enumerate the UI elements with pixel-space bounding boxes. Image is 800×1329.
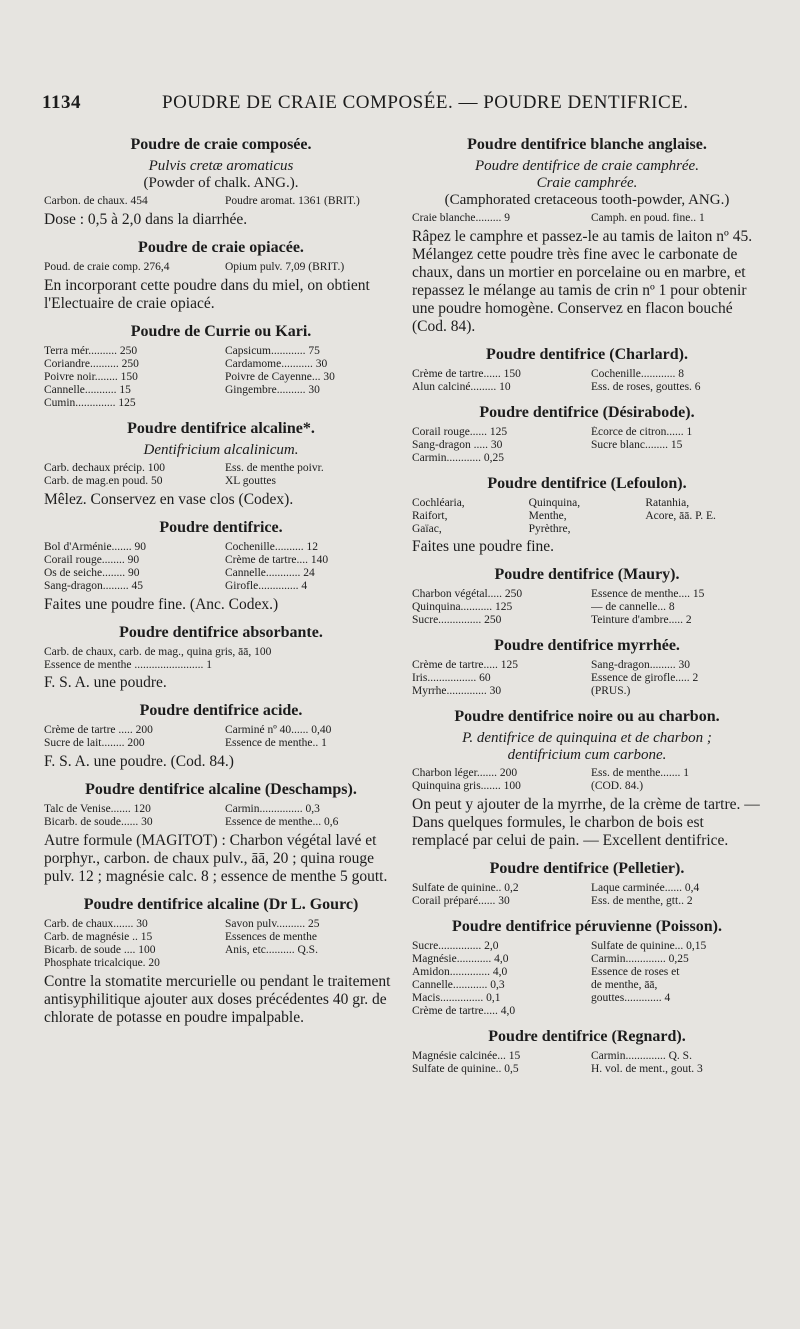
recipe-title: Poudre de craie opiacée. [138,239,304,256]
body-text: F. S. A. une poudre. (Cod. 84.) [44,753,234,770]
ingredient: Crème de tartre.... 140 [225,554,329,566]
body-text: On peut y ajouter de la myrrhe, de la crème de tartre. — Dans quelques formules, le charbon de bois est remplacé par celui de pain. — Excellent dentifrice. [412,796,760,849]
running-title: POUDRE DE CRAIE COMPOSÉE. — POUDRE DENTIFRICE. [162,92,689,113]
ingredient: Sucre de lait........ 200 [44,737,145,749]
ingredient: Opium pulv. 7,09 (BRIT.) [225,261,345,273]
english-name: (Camphorated cretaceous tooth-powder, ANG.) [444,192,730,208]
recipe-title: Poudre dentifrice (Maury). [494,566,680,583]
ingredient [645,523,762,536]
ingredient: Essence de roses et [591,966,680,978]
body-text: Faites une poudre fine. [412,538,555,555]
ingredient: Crème de tartre ..... 200 [44,724,153,736]
recipe-section [412,136,762,336]
ingredient: Laque carminée...... 0,4 [591,882,700,894]
ingredient: Cumin.............. 125 [44,397,136,409]
ingredient [591,452,762,465]
ingredient: Savon pulv.......... 25 [225,918,320,930]
ingredients-grid [412,368,762,394]
ingredient: Carmin.............. Q. S. [591,1050,692,1062]
ingredient: Myrrhe.............. 30 [412,685,502,697]
ingredient: H. vol. de ment., gout. 3 [591,1063,703,1075]
recipe-section [412,475,762,556]
ingredient: Gingembre.......... 30 [225,384,320,396]
recipe-section [44,896,398,1027]
ingredients-grid [44,918,398,970]
ingredient: Charbon végétal..... 250 [412,588,523,600]
ingredient: Cochenille............ 8 [591,368,684,380]
ingredients-grid [412,659,762,698]
recipe-section [412,566,762,627]
body-text: Mêlez. Conservez en vase clos (Codex). [44,491,294,508]
ingredients-grid [44,462,398,488]
ingredient-line: Carb. de chaux, carb. de mag., quina gris, āā, 100 [44,646,272,658]
ingredient [225,957,398,970]
ingredients-grid [412,588,762,627]
recipe-section [44,624,398,692]
recipe-title: Poudre dentifrice myrrhée. [494,637,680,654]
ingredient: Talc de Venise....... 120 [44,803,151,815]
ingredient [225,397,398,410]
recipe-title: Poudre de Currie ou Kari. [130,323,312,340]
recipe-section [412,404,762,465]
latin-name-2: Craie camphrée. [536,175,638,191]
ingredient: Sang-dragon......... 45 [44,580,144,592]
recipe-section [44,519,398,614]
ingredient: Carmin............ 0,25 [412,452,504,464]
recipe-section [412,346,762,394]
ingredients-grid [44,541,398,593]
ingredient: Bol d'Arménie....... 90 [44,541,147,553]
ingredient: Essence de girofle..... 2 [591,672,699,684]
ingredient-line: Essence de menthe ........................ 1 [44,659,212,671]
ingredient: Magnésie............ 4,0 [412,953,509,965]
latin-name-2: dentifricium cum carbone. [507,747,667,763]
latin-name: P. dentifrice de quinquina et de charbon ; [462,730,712,746]
body-text: Contre la stomatite mercurielle ou pendant le traitement antisyphilitique ajouter aux doses précédentes 40 gr. de chlorate de potasse en poudre impalpable. [44,973,391,1026]
ingredient: (PRUS.) [591,685,631,697]
ingredient: Menthe, [528,510,567,522]
recipe-section [44,781,398,886]
ingredient: Ess. de menthe poivr. [225,462,324,474]
ingredient: Carb. dechaux précip. 100 [44,462,166,474]
ingredient: Poivre de Cayenne... 30 [225,371,335,383]
recipe-title: Poudre dentifrice alcaline*. [127,420,315,437]
ingredient: — de cannelle... 8 [591,601,675,613]
page-number: 1134 [42,92,81,113]
ingredient: Teinture d'ambre..... 2 [591,614,692,626]
body-text: Faites une poudre fine. (Anc. Codex.) [44,596,279,613]
ingredient: Camph. en poud. fine.. 1 [591,212,705,224]
ingredients-grid [44,724,398,750]
recipe-title: Poudre dentifrice absorbante. [119,624,323,641]
ingredient: Crème de tartre..... 4,0 [412,1005,516,1017]
ingredients-grid [412,767,762,793]
ingredient: Sucre............... 250 [412,614,502,626]
ingredient: Anis, etc.......... Q.S. [225,944,318,956]
ingredient: Écorce de citron...... 1 [591,426,693,438]
recipe-section [412,918,762,1018]
ingredient: Essences de menthe [225,931,317,943]
english-name: (Powder of chalk. ANG.). [143,175,299,191]
right-column [412,126,762,1082]
ingredient: Crème de tartre...... 150 [412,368,521,380]
recipe-title: Poudre de craie composée. [130,136,312,153]
ingredient: Bicarb. de soude .... 100 [44,944,156,956]
ingredient: Carmin............... 0,3 [225,803,320,815]
ingredient: Coriandre.......... 250 [44,358,139,370]
ingredient: Ess. de roses, gouttes. 6 [591,381,701,393]
ingredient: de menthe, āā, [591,979,658,991]
recipe-title: Poudre dentifrice noire ou au charbon. [454,708,720,725]
recipe-section [44,702,398,771]
ingredient: Carb. de mag.en poud. 50 [44,475,163,487]
body-text: Râpez le camphre et passez-le au tamis de laiton nº 45. Mélangez cette poudre très fine avec le carbonate de chaux, dans un mortier en porcelaine ou en marbre, et repassez le mélange au tamis de crin nº 1 pour obtenir une poudre homogène. Conservez en flacon bouché (Cod. 84). [412,228,753,335]
ingredient [591,1005,762,1018]
recipe-title: Poudre dentifrice (Désirabode). [479,404,695,421]
latin-name: Poudre dentifrice de craie camphrée. [475,158,699,174]
ingredient: Poudre aromat. 1361 (BRIT.) [225,195,360,207]
ingredients-grid [44,195,398,208]
ingredients-grid [44,803,398,829]
ingredient: Crème de tartre..... 125 [412,659,519,671]
body-text: Dose : 0,5 à 2,0 dans la diarrhée. [44,211,248,228]
ingredients-grid [412,497,762,536]
ingredient: Cannelle........... 15 [44,384,131,396]
ingredient: (COD. 84.) [591,780,644,792]
recipe-title: Poudre dentifrice alcaline (Deschamps). [85,781,357,798]
ingredient: Capsicum............ 75 [225,345,320,357]
ingredients-grid [44,261,398,274]
ingredients-grid [412,882,762,908]
ingredient: Terra mér.......... 250 [44,345,138,357]
recipe-section [412,1028,762,1076]
ingredient: Cochléaria, [412,497,465,509]
recipe-section [44,239,398,313]
ingredient: Essence de menthe... 0,6 [225,816,339,828]
ingredient: Phosphate tricalcique. 20 [44,957,160,969]
recipe-title: Poudre dentifrice (Regnard). [488,1028,686,1045]
ingredient: Sulfate de quinine.. 0,5 [412,1063,519,1075]
ingredient: Cochenille.......... 12 [225,541,318,553]
ingredient: Carmin.............. 0,25 [591,953,689,965]
ingredient: Cannelle............ 24 [225,567,315,579]
recipe-section [412,637,762,698]
recipe-section [44,136,398,229]
recipe-title: Poudre dentifrice blanche anglaise. [467,136,707,153]
recipe-title: Poudre dentifrice (Charlard). [486,346,688,363]
ingredient: Pyrèthre, [528,523,571,535]
ingredient: Craie blanche......... 9 [412,212,511,224]
ingredient: Carminé nº 40...... 0,40 [225,724,332,736]
ingredient: Cannelle............ 0,3 [412,979,505,991]
ingredient: Alun calciné......... 10 [412,381,511,393]
ingredient: Sucre............... 2,0 [412,940,499,952]
ingredient: Girofle.............. 4 [225,580,308,592]
ingredient: Ess. de menthe....... 1 [591,767,690,779]
ingredient: Carb. de chaux....... 30 [44,918,148,930]
ingredient: Cardamome........... 30 [225,358,328,370]
ingredient: Quinquina........... 125 [412,601,513,613]
ingredient: Corail rouge...... 125 [412,426,508,438]
ingredient: Raifort, [412,510,448,522]
recipe-title: Poudre dentifrice. [159,519,283,536]
ingredient: Essence de menthe.... 15 [591,588,705,600]
recipe-title: Poudre dentifrice (Pelletier). [489,860,685,877]
left-column [44,126,398,1033]
ingredient: Os de seiche........ 90 [44,567,140,579]
recipe-title: Poudre dentifrice alcaline (Dr L. Gourc) [83,896,359,913]
body-text: F. S. A. une poudre. [44,674,167,691]
ingredient: gouttes............. 4 [591,992,671,1004]
recipe-title: Poudre dentifrice (Lefoulon). [487,475,687,492]
recipe-section [44,420,398,509]
ingredients-grid [412,940,762,1018]
latin-name: Dentifricium alcalinicum. [143,442,299,458]
ingredient: XL gouttes [225,475,276,487]
ingredient: Gaïac, [412,523,442,535]
recipe-section [44,323,398,410]
ingredient: Corail préparé...... 30 [412,895,510,907]
ingredient: Macis............... 0,1 [412,992,501,1004]
body-text: Autre formule (MAGITOT) : Charbon végétal lavé et porphyr., carbon. de chaux pulv., āā, 20 ; quina rouge pulv. 12 ; magnésie calc. 8 ; essence de menthe 5 goutt. [44,832,388,885]
ingredients-grid [412,1050,762,1076]
ingredient: Essence de menthe.. 1 [225,737,327,749]
ingredient: Magnésie calcinée... 15 [412,1050,521,1062]
ingredient: Sulfate de quinine.. 0,2 [412,882,519,894]
ingredient: Poud. de craie comp. 276,4 [44,261,170,273]
recipe-title: Poudre dentifrice péruvienne (Poisson). [452,918,722,935]
ingredient: Poivre noir........ 150 [44,371,138,383]
body-text: En incorporant cette poudre dans du miel, on obtient l'Electuaire de craie opiacé. [44,277,370,312]
ingredients-grid [412,212,762,225]
recipe-section [412,860,762,908]
ingredient: Sang-dragon......... 30 [591,659,691,671]
ingredient: Carbon. de chaux. 454 [44,195,148,207]
ingredients-grid [44,345,398,410]
ingredient: Quinquina gris....... 100 [412,780,521,792]
ingredient: Ratanhia, [645,497,690,509]
latin-name: Pulvis cretæ aromaticus [148,158,294,174]
ingredient: Iris................. 60 [412,672,491,684]
recipe-section [412,708,762,850]
ingredient: Corail rouge........ 90 [44,554,140,566]
ingredient: Bicarb. de soude...... 30 [44,816,153,828]
ingredient: Charbon léger....... 200 [412,767,518,779]
ingredient: Acore, āā. P. E. [645,510,716,522]
recipe-title: Poudre dentifrice acide. [139,702,303,719]
ingredients-grid [412,426,762,465]
ingredient: Ess. de menthe, gtt.. 2 [591,895,693,907]
ingredient: Sulfate de quinine... 0,15 [591,940,707,952]
ingredient: Quinquina, [528,497,581,509]
ingredient: Amidon.............. 4,0 [412,966,508,978]
ingredient: Carb. de magnésie .. 15 [44,931,153,943]
ingredient: Sucre blanc........ 15 [591,439,683,451]
ingredient: Sang-dragon ..... 30 [412,439,503,451]
